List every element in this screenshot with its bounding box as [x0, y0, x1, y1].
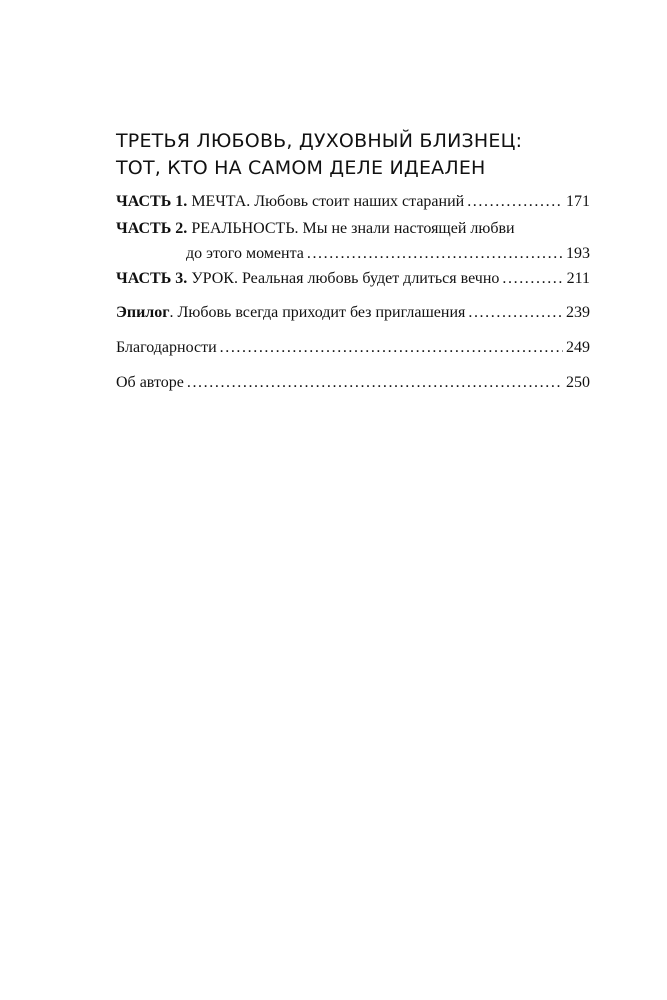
- toc-entry-part-2[interactable]: [116, 242, 590, 266]
- toc-leader-dots: [220, 336, 563, 360]
- toc-leader-dots: [307, 242, 563, 266]
- toc-leader-dots: [467, 190, 563, 214]
- toc-entry-label: ЧАСТЬ 3.: [116, 270, 188, 287]
- toc-entry-part-3[interactable]: [116, 267, 590, 291]
- toc-entry-epilogue[interactable]: [116, 301, 590, 325]
- toc-entry-acknowledgements[interactable]: [116, 336, 590, 360]
- section-heading-line-1: ТРЕТЬЯ ЛЮБОВЬ, ДУХОВНЫЙ БЛИЗНЕЦ:: [116, 130, 523, 152]
- toc-leader-dots: [468, 301, 563, 325]
- toc-entry-page-number: 193: [566, 245, 590, 262]
- toc-entry-about-author[interactable]: [116, 371, 590, 395]
- toc-entry-page-number: 250: [566, 374, 590, 391]
- toc-entry-page-number: 239: [566, 304, 590, 321]
- section-heading: [116, 128, 596, 182]
- toc-entry-label: ЧАСТЬ 1.: [116, 193, 188, 210]
- section-heading-line-2: ТОТ, КТО НА САМОМ ДЕЛЕ ИДЕАЛЕН: [116, 157, 486, 179]
- toc-entry-title: РЕАЛЬНОСТЬ. Мы не знали настоящей любви: [187, 220, 515, 237]
- toc-entry-page-number: 249: [566, 339, 590, 356]
- toc-entry-label: Эпилог: [116, 304, 170, 321]
- toc-leader-dots: [502, 267, 563, 291]
- toc-entry-title: УРОК. Реальная любовь будет длиться вечно: [187, 270, 500, 287]
- toc-entry-part-2-line-1[interactable]: [116, 217, 590, 241]
- toc-entry-part-1[interactable]: [116, 190, 590, 214]
- toc-leader-dots: [187, 371, 563, 395]
- toc-entry-title: . Любовь всегда приходит без приглашения: [169, 304, 466, 321]
- toc-entry-page-number: 211: [566, 270, 590, 287]
- toc-entry-title: Благодарности: [116, 339, 217, 356]
- toc-entry-label: ЧАСТЬ 2.: [116, 220, 188, 237]
- toc-entry-title: МЕЧТА. Любовь стоит наших стараний: [187, 193, 465, 210]
- toc-entry-title: Об авторе: [116, 374, 184, 391]
- toc-entry-title-continuation: до этого момента: [186, 245, 304, 262]
- toc-entry-page-number: 171: [566, 193, 590, 210]
